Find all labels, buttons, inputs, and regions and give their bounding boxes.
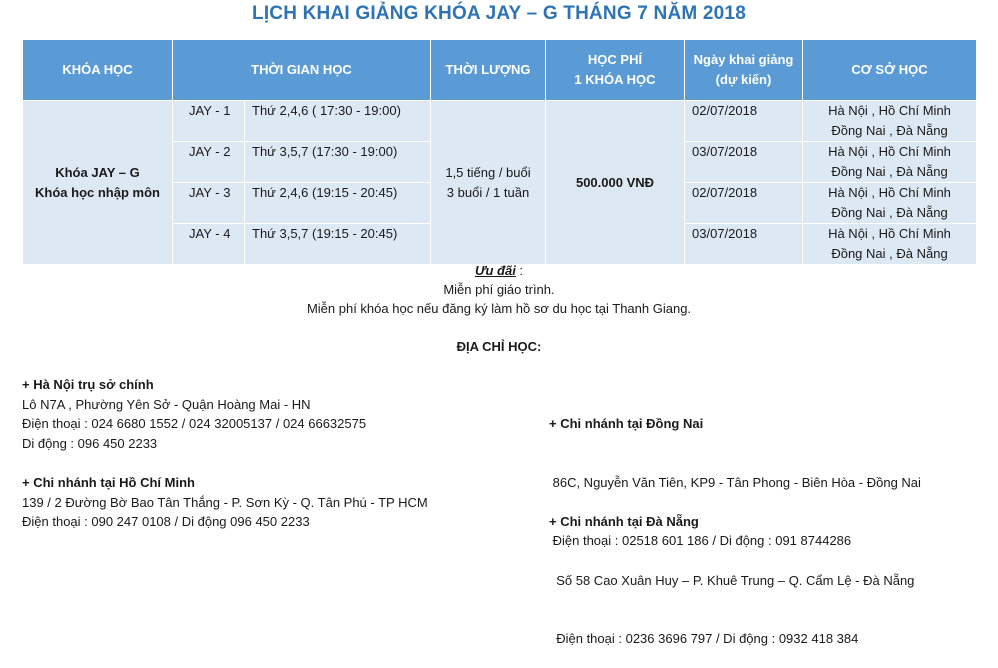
header-fee — [546, 40, 685, 101]
branch-address: 139 / 2 Đường Bờ Bao Tân Thắng - P. Sơn Kỳ - Q. Tân Phú - TP HCM — [22, 494, 428, 510]
location-cell — [803, 101, 977, 142]
location-line2: Đồng Nai , Đà Nẵng — [831, 246, 948, 261]
branch-phone: Điện thoại : 0236 3696 797 / Di động : 0932 418 384 — [549, 631, 859, 646]
branch-name: + Chi nhánh tại Đồng Nai — [549, 416, 704, 431]
class-time: Thứ 2,4,6 (19:15 - 20:45) — [245, 183, 431, 224]
header-fee-line2: 1 KHÓA HỌC — [574, 72, 656, 87]
duration-line2: 3 buổi / 1 tuần — [446, 184, 530, 200]
branch-address: Số 58 Cao Xuân Huy – P. Khuê Trung – Q. Cẩm Lệ - Đà Nẵng — [549, 572, 915, 588]
course-name: Khóa JAY – G — [55, 164, 140, 180]
class-time: Thứ 2,4,6 ( 17:30 - 19:00) — [245, 101, 431, 142]
fee-cell: 500.000 VNĐ — [546, 101, 685, 265]
location-cell — [803, 142, 977, 183]
branch-phone: Điện thoại : 024 6680 1552 / 024 32005137 / 024 66632575 — [22, 416, 367, 431]
branch-hcm — [22, 473, 428, 532]
offers-heading: Ưu đãi — [474, 263, 516, 278]
location-cell — [803, 224, 977, 265]
course-cell — [23, 101, 173, 265]
branch-address: Lô N7A , Phường Yên Sở - Quận Hoàng Mai - HN — [22, 396, 311, 412]
branch-phone: Điện thoại : 02518 601 186 / Di động : 091 8744286 — [549, 533, 852, 548]
branch-address: 86C, Nguyễn Văn Tiên, KP9 - Tân Phong - Biên Hòa - Đồng Nai — [549, 474, 921, 490]
branch-name: + Hà Nội trụ sở chính — [22, 377, 154, 392]
branch-mobile: Di động : 096 450 2233 — [22, 435, 158, 451]
course-subtitle: Khóa học nhập môn — [35, 184, 160, 200]
location-line2: Đồng Nai , Đà Nẵng — [831, 123, 948, 138]
class-code: JAY - 1 — [173, 101, 245, 142]
location-cell — [803, 183, 977, 224]
header-start-date — [685, 40, 803, 101]
location-line1: Hà Nội , Hồ Chí Minh — [828, 144, 951, 159]
offers-heading-line — [0, 261, 998, 280]
schedule-table — [22, 39, 977, 265]
branch-phone: Điện thoại : 090 247 0108 / Di động 096 450 2233 — [22, 514, 310, 529]
header-location: CƠ SỞ HỌC — [803, 40, 977, 101]
offers-colon: : — [515, 263, 524, 278]
table-row — [23, 101, 977, 142]
location-line2: Đồng Nai , Đà Nẵng — [831, 205, 948, 220]
class-code: JAY - 2 — [173, 142, 245, 183]
header-fee-line1: HỌC PHÍ — [587, 52, 643, 67]
location-line1: Hà Nội , Hồ Chí Minh — [828, 226, 951, 241]
location-line1: Hà Nội , Hồ Chí Minh — [828, 103, 951, 118]
duration-line1: 1,5 tiếng / buổi — [445, 164, 531, 180]
start-date: 02/07/2018 — [685, 183, 803, 224]
branch-name: + Chi nhánh tại Hồ Chí Minh — [22, 475, 195, 490]
class-code: JAY - 4 — [173, 224, 245, 265]
offers-section — [0, 261, 998, 318]
table-header-row — [23, 40, 977, 101]
location-line2: Đồng Nai , Đà Nẵng — [831, 164, 948, 179]
class-time: Thứ 3,5,7 (19:15 - 20:45) — [245, 224, 431, 265]
branch-danang — [549, 473, 914, 668]
header-course: KHÓA HỌC — [23, 40, 173, 101]
start-date: 03/07/2018 — [685, 224, 803, 265]
header-start-line2: (dự kiến) — [715, 72, 772, 87]
page-title: LỊCH KHAI GIẢNG KHÓA JAY – G THÁNG 7 NĂM 2018 — [252, 3, 746, 24]
class-code: JAY - 3 — [173, 183, 245, 224]
header-start-line1: Ngày khai giảng — [693, 52, 794, 67]
address-title: ĐỊA CHỈ HỌC: — [456, 339, 542, 354]
offer-free-course: Miễn phí khóa học nếu đăng ký làm hồ sơ du học tại Thanh Giang. — [306, 301, 692, 316]
branch-hanoi — [22, 375, 366, 453]
class-time: Thứ 3,5,7 (17:30 - 19:00) — [245, 142, 431, 183]
header-time: THỜI GIAN HỌC — [173, 40, 431, 101]
offer-free-textbook: Miễn phí giáo trình. — [443, 282, 555, 297]
start-date: 03/07/2018 — [685, 142, 803, 183]
start-date: 02/07/2018 — [685, 101, 803, 142]
branch-name: + Chi nhánh tại Đà Nẵng — [549, 514, 699, 529]
location-line1: Hà Nội , Hồ Chí Minh — [828, 185, 951, 200]
header-duration: THỜI LƯỢNG — [431, 40, 546, 101]
duration-cell — [431, 101, 546, 265]
